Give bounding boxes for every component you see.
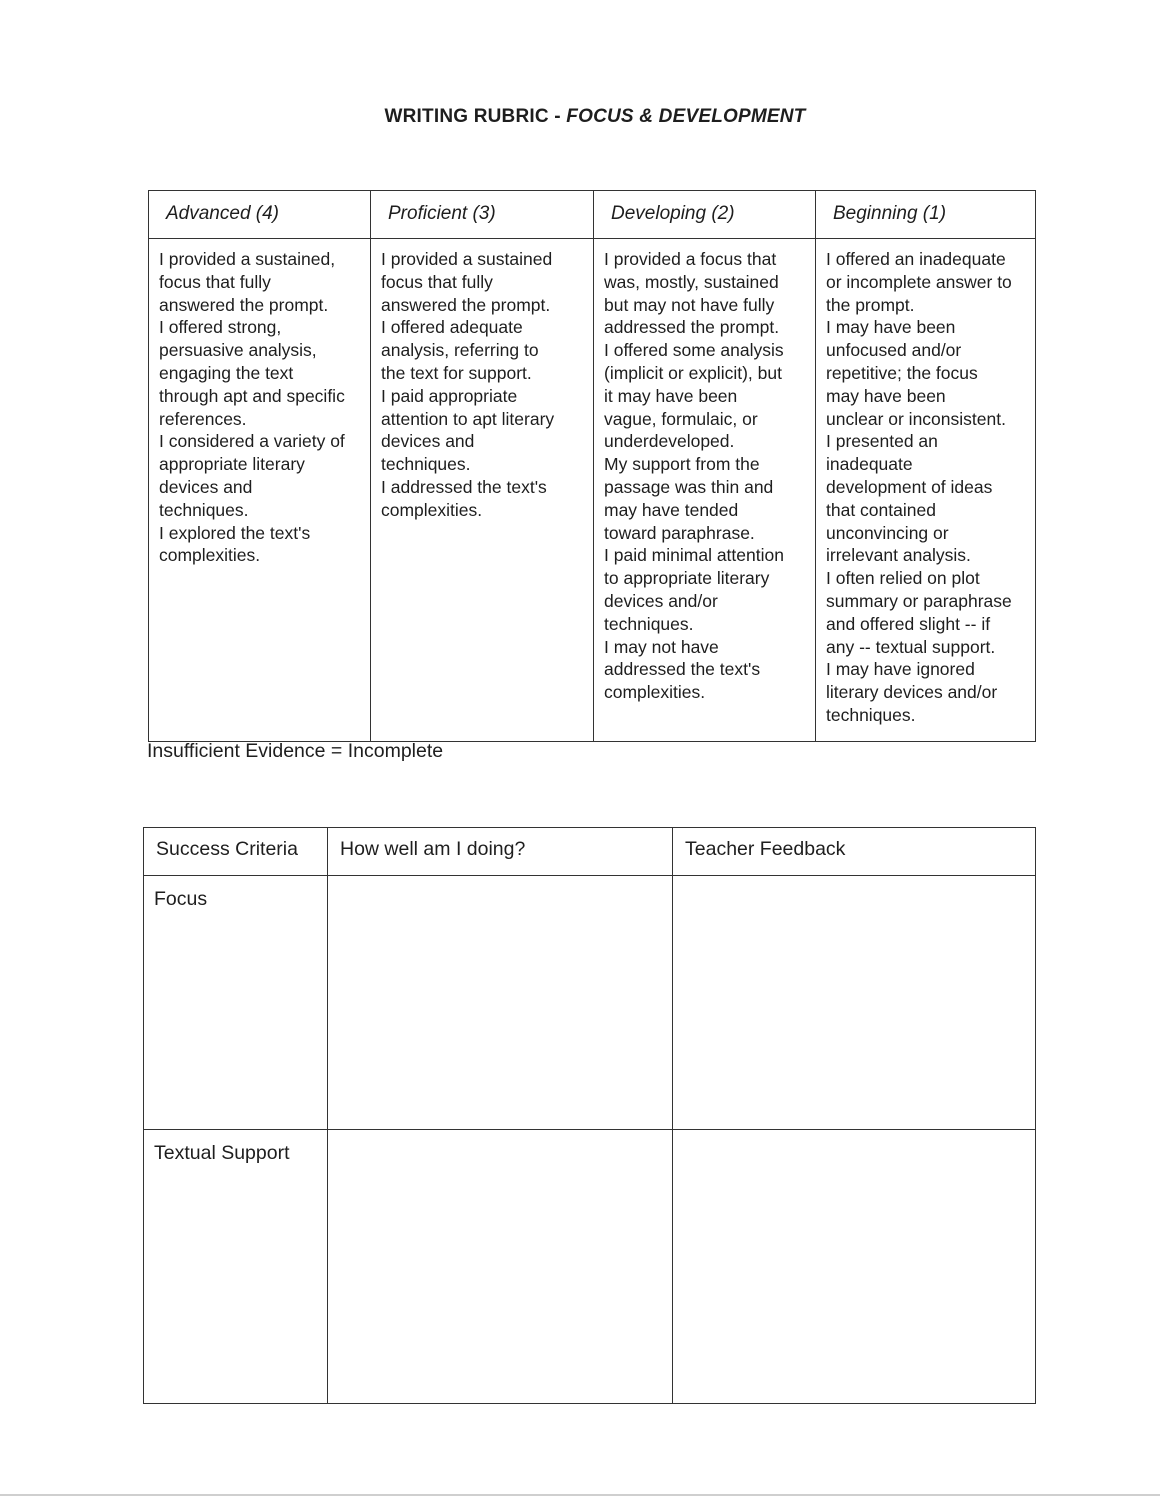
rubric-description-developing: I provided a focus that was, mostly, sustained but may not have fully addressed the prompt. I offered some analysis (implicit or explicit), but it may have been vague, formulaic, or underdeveloped. My support from the passage was thin and may have tended toward paraphrase. I paid minimal attention to appropriate literary devices and/or techniques. I may not have addressed the text's complexities. (594, 239, 816, 741)
rubric-description-proficient: I provided a sustained focus that fully answered the prompt. I offered adequate analysis, referring to the text for support. I paid appropriate attention to apt literary devices and techniques. I addressed the text's complexities. (371, 239, 594, 741)
criteria-header-how-well: How well am I doing? (328, 828, 673, 876)
criteria-row-label-textual-support: Textual Support (144, 1130, 328, 1403)
rubric-header-advanced: Advanced (4) (149, 191, 371, 239)
focus-teacher-feedback-cell[interactable] (673, 876, 1035, 1130)
insufficient-evidence-note: Insufficient Evidence = Incomplete (147, 740, 444, 762)
rubric-description-beginning: I offered an inadequate or incomplete answer to the prompt. I may have been unfocused and/or repetitive; the focus may have been unclear or inconsistent. I presented an inadequate development of ideas that contained unconvincing or irrelevant analysis. I often relied on plot summary or paraphrase and offered slight -- if any -- textual support. I may have ignored literary devices and/or techniques. (826, 249, 1012, 725)
page-bottom-edge (0, 1494, 1160, 1496)
criteria-header-teacher-feedback: Teacher Feedback (673, 828, 1035, 876)
criteria-row-label-focus: Focus (144, 876, 328, 1130)
rubric-header-beginning: Beginning (1) (816, 191, 1035, 239)
success-criteria-table (143, 827, 1036, 1404)
rubric-table (148, 190, 1036, 742)
criteria-header-success-criteria: Success Criteria (144, 828, 328, 876)
title-plain: WRITING RUBRIC - (384, 106, 567, 127)
focus-self-assessment-cell[interactable] (328, 876, 673, 1130)
rubric-description-advanced: I provided a sustained, focus that fully answered the prompt. I offered strong, persuasive analysis, engaging the text through apt and specific references. I considered a variety of appropriate literary devices and techniques. I explored the text's complexities. (149, 239, 371, 741)
rubric-header-developing: Developing (2) (594, 191, 816, 239)
textual-support-self-assessment-cell[interactable] (328, 1130, 673, 1403)
textual-support-teacher-feedback-cell[interactable] (673, 1130, 1035, 1403)
title-italic: FOCUS & DEVELOPMENT (566, 106, 806, 127)
rubric-header-proficient: Proficient (3) (371, 191, 594, 239)
page-title (0, 106, 1160, 128)
